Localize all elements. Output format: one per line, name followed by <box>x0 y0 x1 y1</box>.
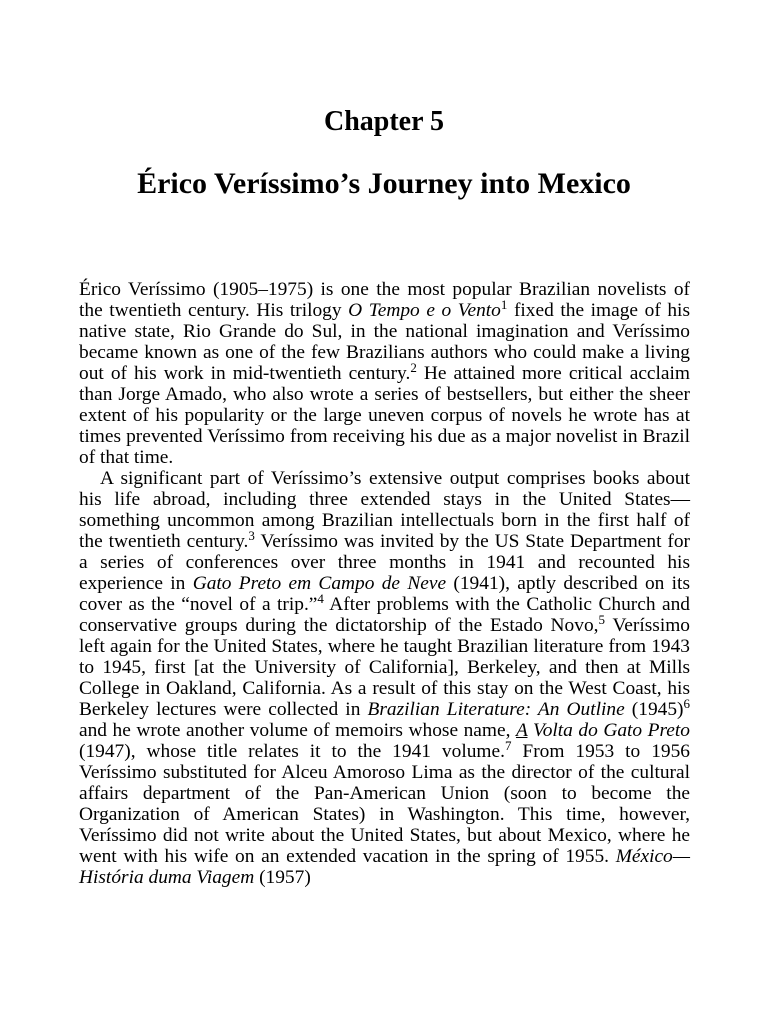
text-run: From 1953 to 1956 Veríssimo substituted for Alceu Amoroso Lima as the director of the cultural affairs department of the Pan-American Union (soon to become the Organization of American States) in Washington. This time, however, Veríssimo did not write about the United States, but about Mexico, where he went with his wife on an extended vacation in the spring of 1955. <box>79 741 690 867</box>
footnote-ref-6: 6 <box>683 696 690 711</box>
text-run: After problems with the Catholic Church and conservative groups during the dictatorship of the Estado Novo, <box>79 594 690 636</box>
text-run: Veríssimo was invited by the US State Department for a series of conferences over three months in 1941 and recounted his experience in <box>79 531 690 594</box>
book-title-italic: O Tempo e o Vento <box>348 300 501 321</box>
text-run: Érico Veríssimo (1905–1975) is one the most popular Brazilian novelists of the twentieth century. His trilogy <box>79 279 690 321</box>
footnote-ref-5: 5 <box>598 612 605 627</box>
text-run: fixed the image of his native state, Rio Grande do Sul, in the national imagination and Veríssimo became known as one of the few Brazilians authors who could make a living out of his work in mid-twentieth century. <box>79 300 690 384</box>
footnote-ref-1: 1 <box>500 297 508 312</box>
paragraph-2 <box>79 468 690 888</box>
text-run: (1941), aptly described on its cover as the “novel of a trip.” <box>79 573 690 615</box>
text-run: He attained more critical acclaim than Jorge Amado, who also wrote a series of bestsellers, but either the sheer extent of his popularity or the large uneven corpus of novels he wrote has at times prevented Veríssimo from receiving his due as a major novelist in Brazil of that time. <box>79 363 690 468</box>
book-title-italic: México—História duma Viagem <box>79 846 690 888</box>
footnote-ref-3: 3 <box>248 528 255 543</box>
chapter-number: Chapter 5 <box>323 106 445 137</box>
text-run: and he wrote another volume of memoirs whose name, <box>79 720 516 741</box>
text-run: (1945) <box>624 699 684 720</box>
book-title-italic: Brazilian Literature: An Outline <box>367 699 625 720</box>
book-title-italic: Volta do Gato Preto <box>527 720 690 741</box>
book-title-italic: Gato Preto em Campo de Neve <box>192 573 447 594</box>
footnote-ref-4: 4 <box>317 591 324 606</box>
chapter-title: Érico Veríssimo’s Journey into Mexico <box>137 167 631 200</box>
footnote-ref-2: 2 <box>410 360 417 375</box>
text-run: (1947), whose title relates it to the 1941 volume. <box>79 741 505 762</box>
text-run: Veríssimo left again for the United States, where he taught Brazilian literature from 1943 to 1945, first [at the University of California], Berkeley, and then at Mills College in Oakland, California. As a result of this stay on the West Coast, his Berkeley lectures were collected in <box>79 615 690 720</box>
footnote-ref-7: 7 <box>504 738 512 753</box>
text-run: A significant part of Veríssimo’s extensive output comprises books about his life abroad, including three extended stays in the United States—something uncommon among Brazilian intellectuals born in the first half of the twentieth century. <box>79 468 690 552</box>
paragraph-1 <box>79 279 690 468</box>
book-title-italic: A <box>515 720 528 741</box>
chapter-body <box>79 279 690 888</box>
text-run: (1957) <box>254 867 311 888</box>
